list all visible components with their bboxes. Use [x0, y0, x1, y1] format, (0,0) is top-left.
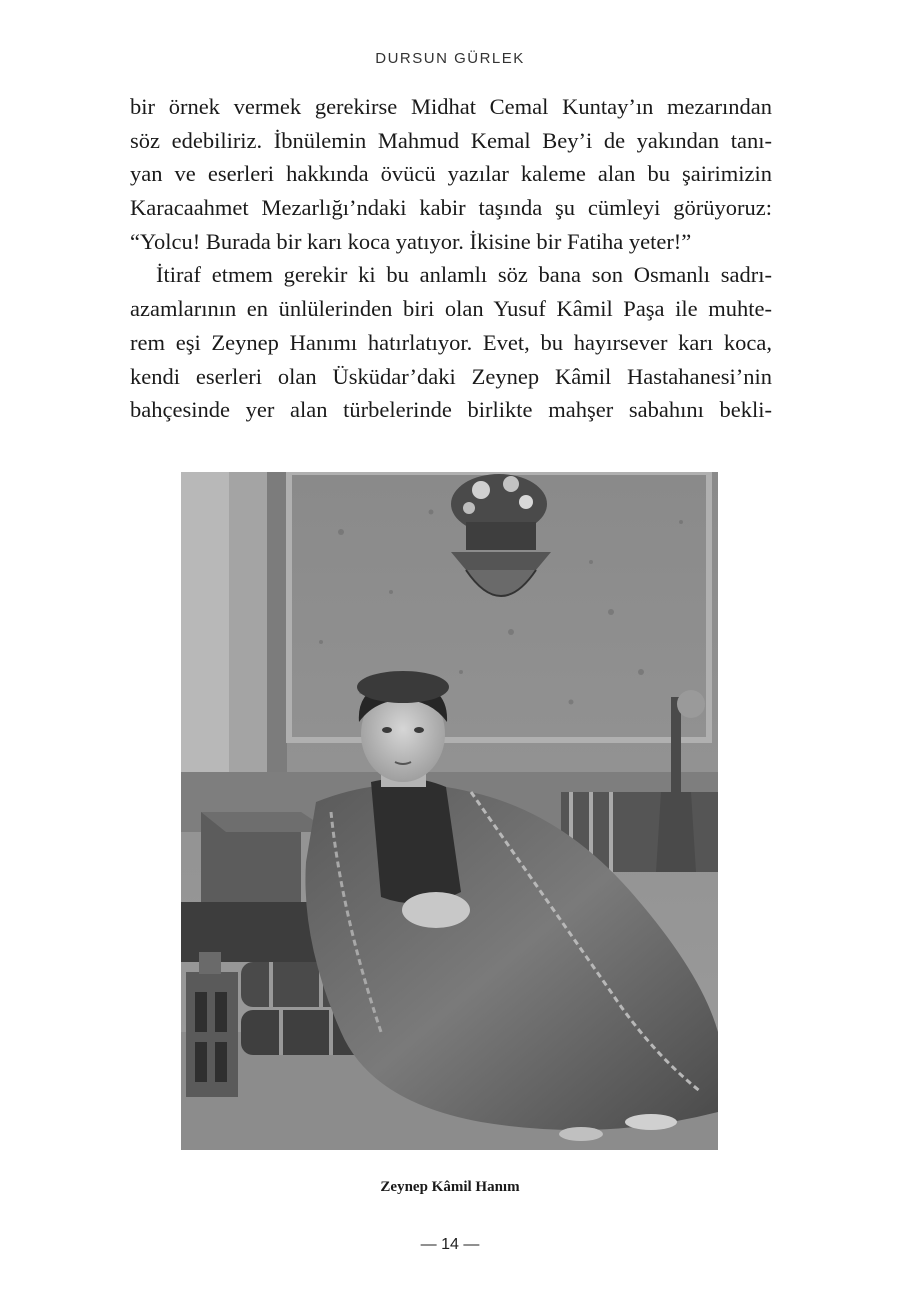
hands	[402, 892, 470, 928]
wall-panel-left	[181, 472, 229, 772]
portrait-illustration	[181, 472, 718, 1150]
body-text	[130, 90, 772, 427]
text-line: “Yolcu! Burada bir karı koca yatıyor. İkisine bir Fatiha yeter!”	[130, 228, 692, 254]
text-line: yan ve eserleri hakkında övücü yazılar kaleme alan bu şairimizin	[130, 161, 772, 187]
text-line: rem eşi Zeynep Hanımı hatırlatıyor. Evet, bu hayırsever karı koca,	[130, 329, 772, 355]
text-line: bir örnek vermek gerekirse Midhat Cemal Kuntay’ın mezarından	[130, 94, 772, 119]
text-line: bahçesinde yer alan türbelerinde birlikte mahşer sabahını bekli-	[130, 397, 772, 423]
side-table	[186, 952, 238, 1097]
running-header: DURSUN GÜRLEK	[375, 50, 525, 67]
text-line: söz edebiliriz. İbnülemin Mahmud Kemal Bey’i de yakından tanı-	[130, 127, 772, 153]
wall-pillar	[229, 472, 267, 802]
text-line: İtiraf etmem gerekir ki bu anlamlı söz bana son Osmanlı sadrı-	[156, 262, 772, 288]
text-line: kendi eserleri olan Üsküdar’daki Zeynep Kâmil Hastahanesi’nin	[130, 363, 772, 389]
figure-caption: Zeynep Kâmil Hanım	[380, 1179, 520, 1195]
slippers	[625, 1114, 677, 1130]
page-number: — 14 —	[420, 1236, 480, 1253]
portrait-photo	[181, 472, 718, 1150]
text-line: azamlarının en ünlülerinden biri olan Yusuf Kâmil Paşa ile muhte-	[130, 296, 772, 322]
paragraph-1	[130, 90, 772, 258]
text-line: Karacaahmet Mezarlığı’ndaki kabir taşında şu cümleyi görüyoruz:	[130, 195, 772, 221]
paragraph-2	[130, 258, 772, 426]
